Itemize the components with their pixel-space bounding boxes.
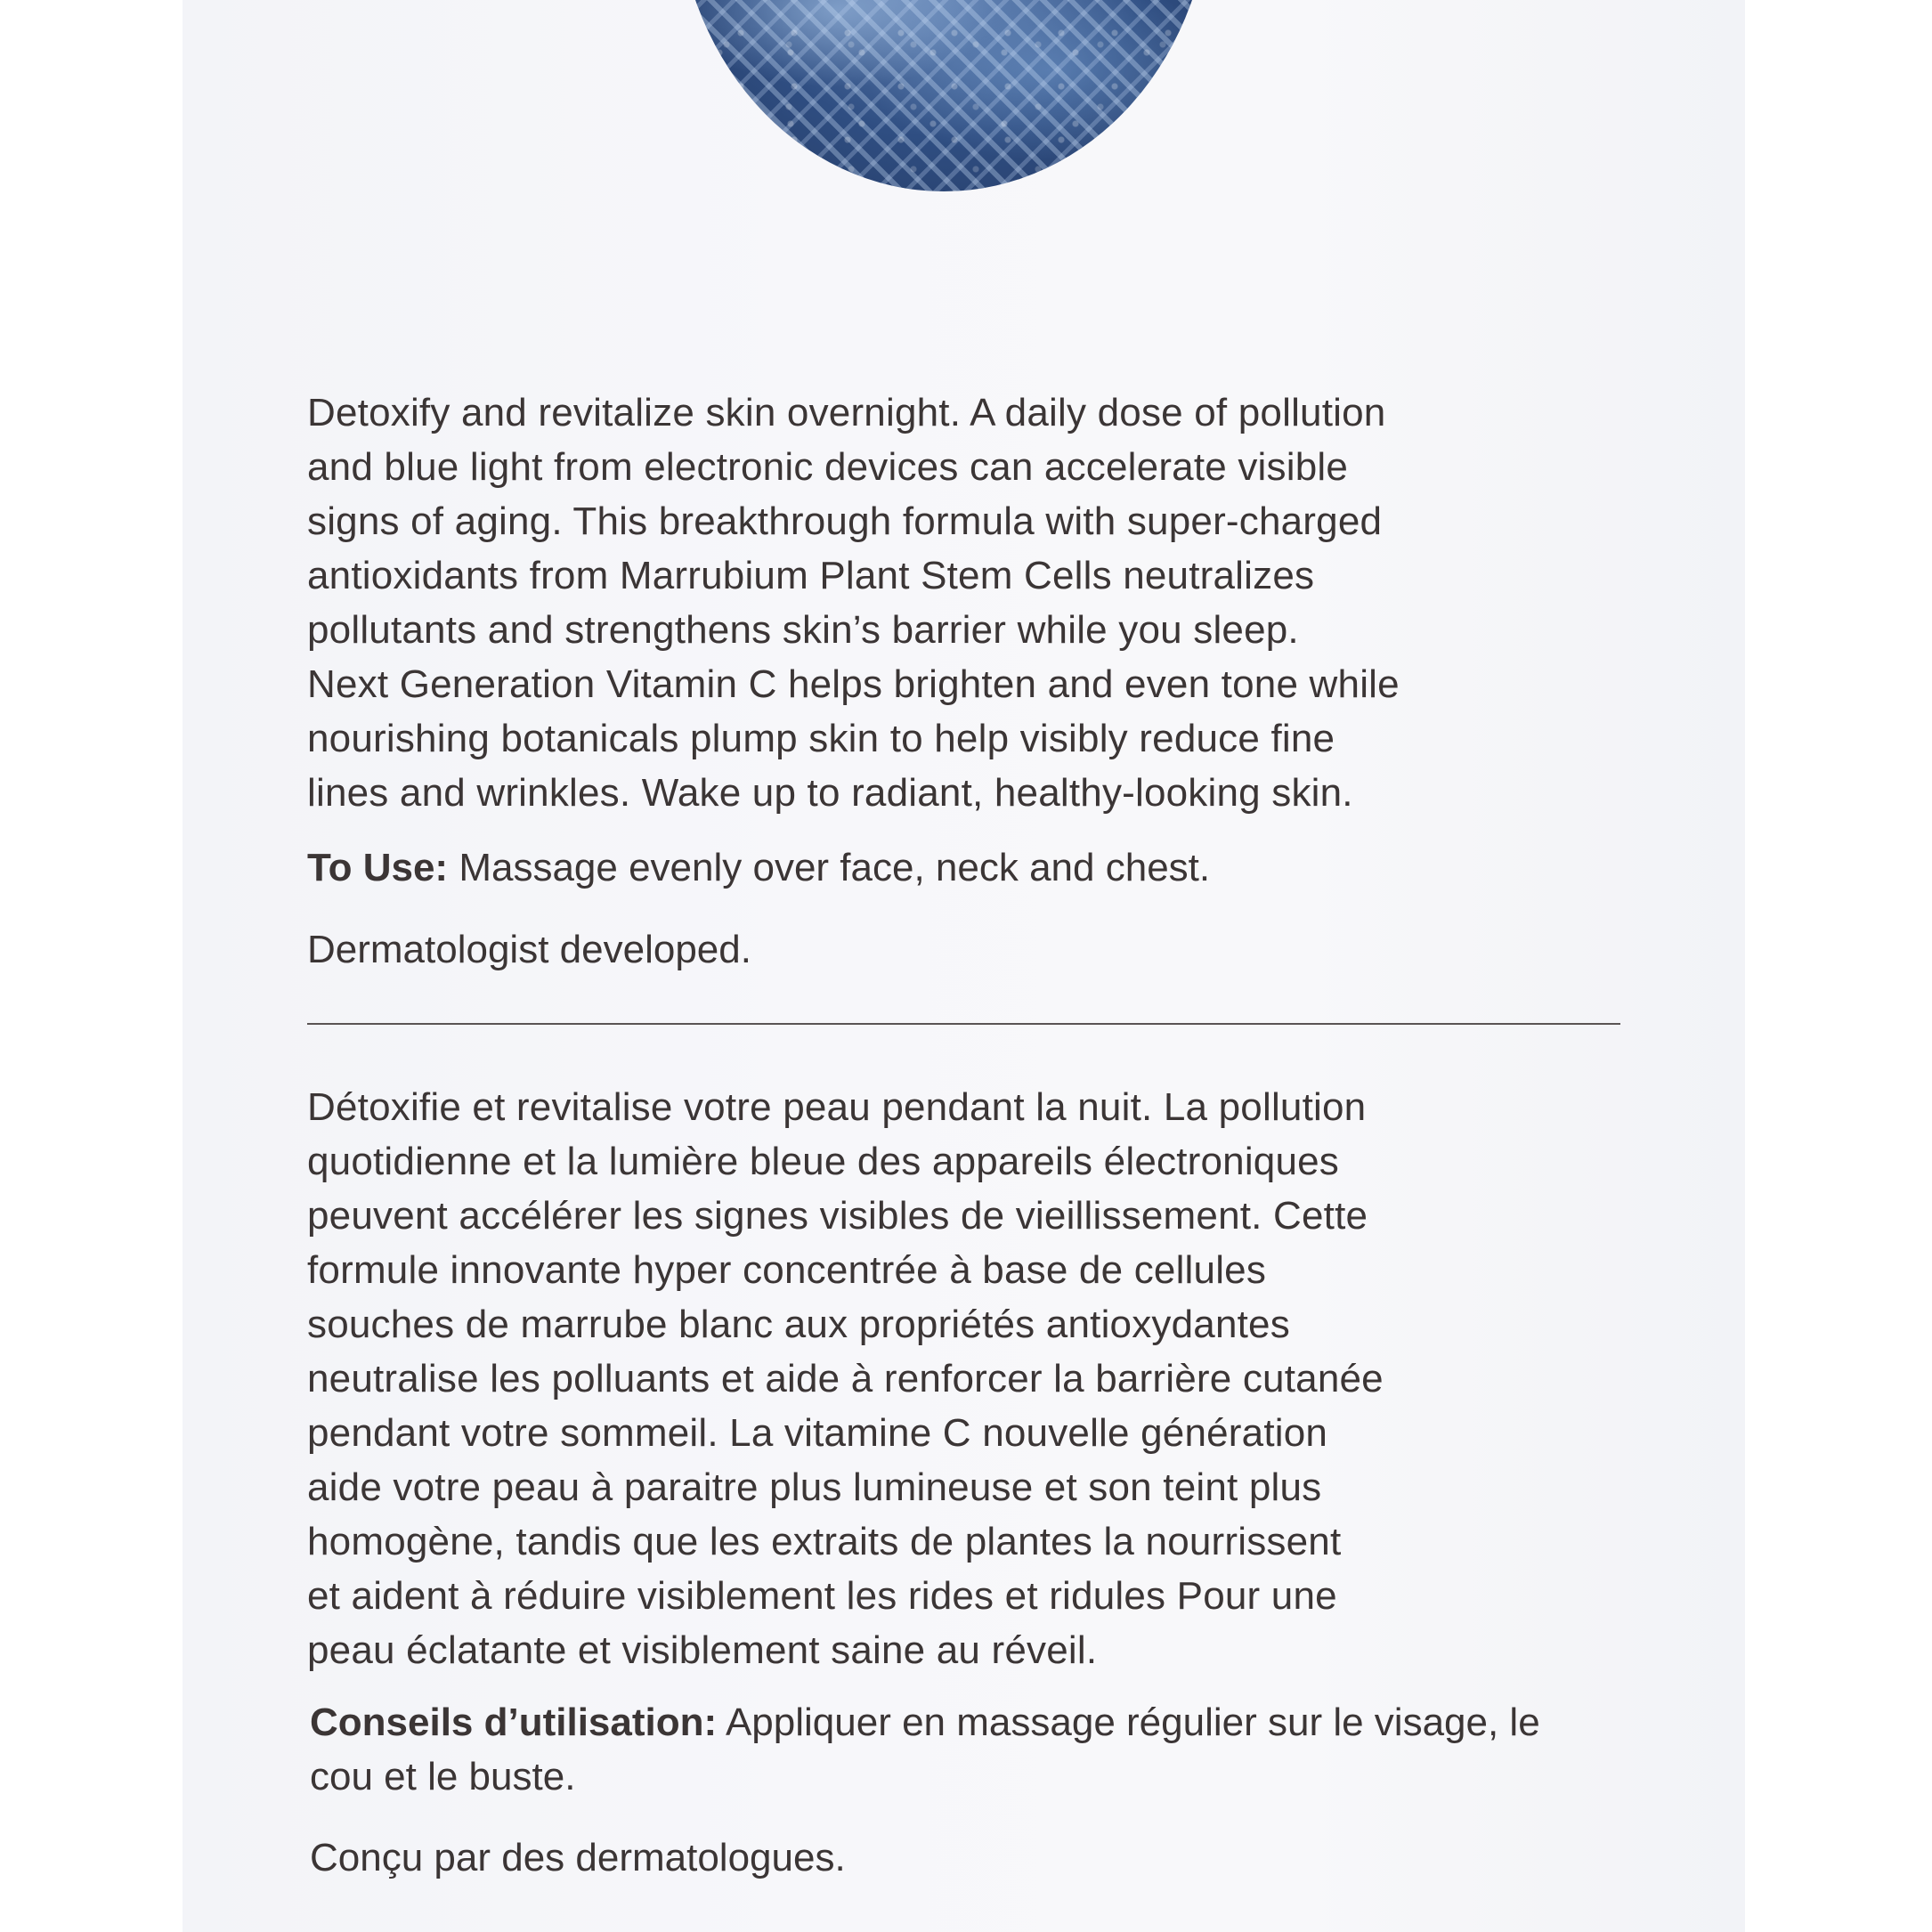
french-description-line: souches de marrube blanc aux propriétés antioxydantes (307, 1303, 1290, 1346)
english-description-line: lines and wrinkles. Wake up to radiant, healthy-looking skin. (307, 771, 1353, 815)
french-description-line: aide votre peau à paraitre plus lumineuse et son teint plus (307, 1465, 1322, 1509)
english-description-line: nourishing botanicals plump skin to help visibly reduce fine (307, 717, 1335, 760)
english-developed-note: Dermatologist developed. (307, 928, 751, 971)
english-usage-text: Massage evenly over face, neck and chest. (448, 846, 1211, 889)
french-description-line: formule innovante hyper concentrée à base de cellules (307, 1248, 1267, 1292)
english-description-line: pollutants and strengthens skin’s barrier while you sleep. (307, 608, 1299, 652)
french-description-line: peau éclatante et visiblement saine au réveil. (307, 1628, 1098, 1672)
french-description-line: et aident à réduire visiblement les rides et ridules Pour une (307, 1574, 1337, 1618)
french-description-line: pendant votre sommeil. La vitamine C nouvelle génération (307, 1411, 1328, 1455)
french-description-line: quotidienne et la lumière bleue des appareils électroniques (307, 1140, 1340, 1183)
english-usage (307, 840, 1210, 895)
english-description-line: and blue light from electronic devices can accelerate visible (307, 445, 1349, 489)
english-usage-label: To Use: (307, 846, 449, 889)
french-developed-note: Conçu par des dermatologues. (310, 1836, 846, 1879)
holographic-seal (677, 0, 1211, 191)
french-description-line: homogène, tandis que les extraits de plantes la nourrissent (307, 1520, 1342, 1563)
english-description (307, 386, 1660, 820)
french-usage-text: Appliquer en massage régulier sur le visage, le cou et le buste. (310, 1701, 1540, 1798)
french-description-line: peuvent accélérer les signes visibles de vieillissement. Cette (307, 1194, 1368, 1238)
english-description-line: signs of aging. This breakthrough formula with super-charged (307, 499, 1383, 543)
french-usage (310, 1695, 1592, 1804)
english-description-line: Detoxify and revitalize skin overnight. A daily dose of pollution (307, 391, 1386, 434)
language-divider (307, 1023, 1620, 1025)
english-description-line: antioxidants from Marrubium Plant Stem Cells neutralizes (307, 554, 1315, 597)
french-description (307, 1080, 1660, 1677)
french-description-line: neutralise les polluants et aide à renforcer la barrière cutanée (307, 1357, 1384, 1400)
french-description-line: Détoxifie et revitalise votre peau pendant la nuit. La pollution (307, 1085, 1367, 1129)
french-usage-label: Conseils d’utilisation: (310, 1701, 718, 1744)
english-description-line: Next Generation Vitamin C helps brighten and even tone while (307, 662, 1400, 706)
